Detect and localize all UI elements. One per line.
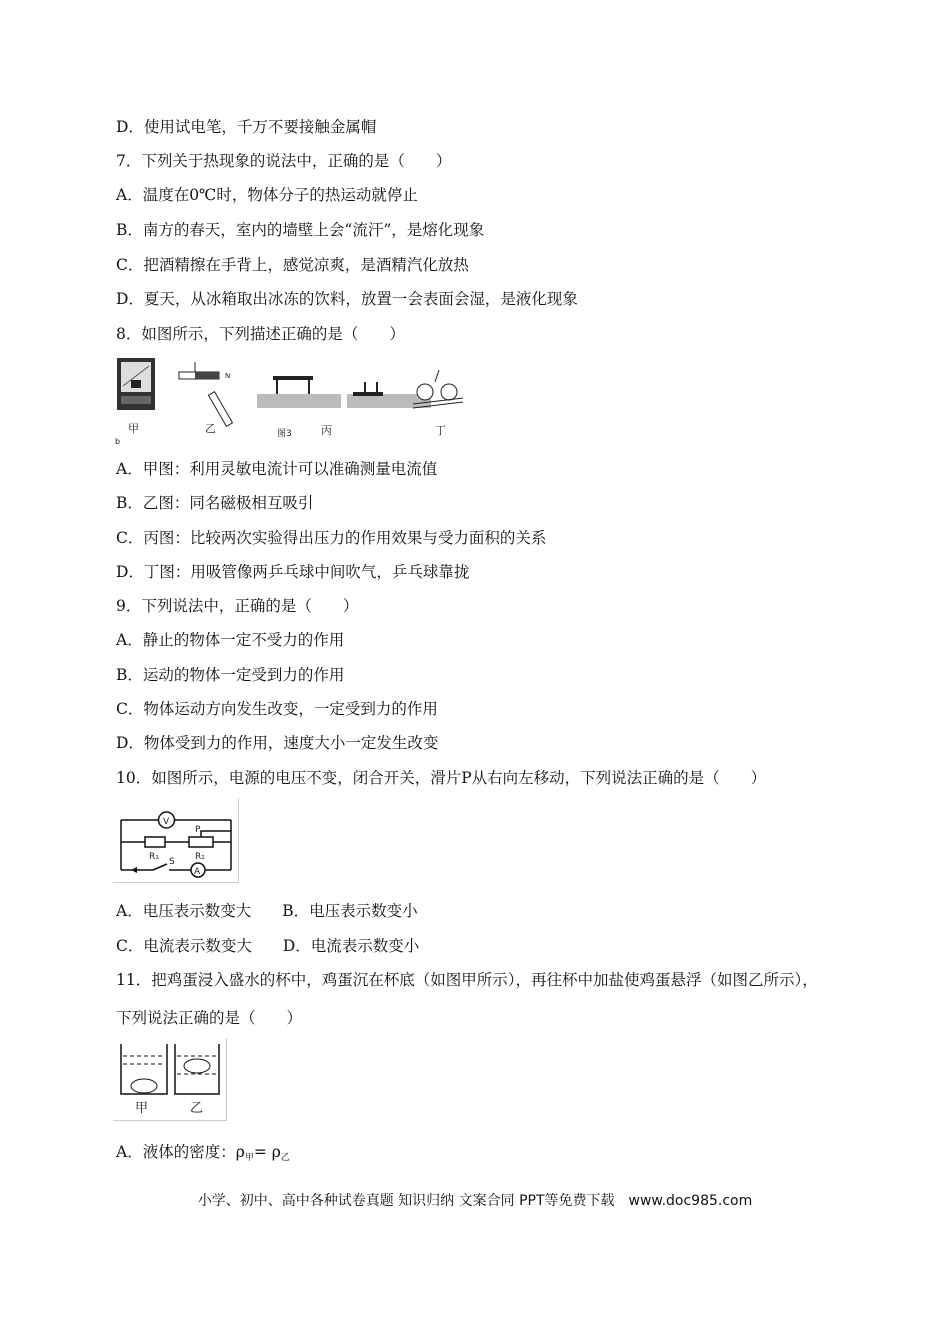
cup-label-jia: 甲 bbox=[135, 1101, 149, 1116]
figure-label-bing: 丙 bbox=[321, 424, 332, 437]
q11-option-a-prefix: A．液体的密度：ρ bbox=[116, 1143, 245, 1161]
figure-q11-cups bbox=[113, 1038, 227, 1121]
figure-q8 bbox=[113, 352, 479, 446]
voltmeter-label: V bbox=[163, 817, 170, 827]
pressure-experiment-image bbox=[257, 376, 431, 408]
figure-label-yi: 乙 bbox=[205, 422, 216, 435]
q9-option-c: C．物体运动方向发生改变，一定受到力的作用 bbox=[116, 700, 438, 718]
q7-option-d: D．夏天，从冰箱取出冰冻的饮料，放置一会表面会湿，是液化现象 bbox=[116, 290, 578, 308]
question-9: 9．下列说法中，正确的是（ ） bbox=[116, 597, 359, 615]
q10-options-cd: C．电流表示数变大 D．电流表示数变小 bbox=[116, 937, 420, 955]
r2-label: R₂ bbox=[195, 852, 205, 862]
question-7: 7．下列关于热现象的说法中，正确的是（ ） bbox=[116, 152, 452, 170]
switch-s-label: S bbox=[169, 857, 175, 867]
q7-option-c: C．把酒精擦在手背上，感觉凉爽，是酒精汽化放热 bbox=[116, 256, 469, 274]
q11-option-a bbox=[116, 1141, 290, 1166]
question-10: 10．如图所示，电源的电压不变，闭合开关，滑片P从右向左移动，下列说法正确的是（ ） bbox=[116, 769, 767, 787]
slider-p-label: P bbox=[195, 825, 201, 835]
question-11-line1: 11．把鸡蛋浸入盛水的杯中，鸡蛋沉在杯底（如图甲所示），再往杯中加盐使鸡蛋悬浮（如图乙所示）， bbox=[116, 971, 818, 989]
figure-label-jia: 甲 bbox=[128, 422, 139, 435]
question-8: 8．如图所示，下列描述正确的是（ ） bbox=[116, 325, 405, 343]
page-footer: 小学、初中、高中各种试卷真题 知识归纳 文案合同 PPT等免费下载 www.doc985.com bbox=[197, 1193, 753, 1209]
galvanometer-image bbox=[117, 358, 155, 410]
figure-caption: 图3 bbox=[277, 429, 292, 439]
q6-option-d: D．使用试电笔，千万不要接触金属帽 bbox=[116, 118, 377, 136]
density-subscript-jia: 甲 bbox=[244, 1153, 254, 1163]
magnets-image bbox=[179, 362, 233, 426]
figure-corner-mark: b bbox=[115, 437, 121, 446]
q8-option-b: B．乙图：同名磁极相互吸引 bbox=[116, 494, 314, 512]
q8-option-a: A．甲图：利用灵敏电流计可以准确测量电流值 bbox=[116, 460, 438, 478]
q9-option-b: B．运动的物体一定受到力的作用 bbox=[116, 666, 345, 684]
magnet-n-label: N bbox=[225, 372, 231, 380]
q9-option-a: A．静止的物体一定不受力的作用 bbox=[116, 631, 345, 649]
figure-label-ding: 丁 bbox=[435, 424, 446, 437]
q9-option-d: D．物体受到力的作用，速度大小一定发生改变 bbox=[116, 734, 439, 752]
q11-option-a-mid: = ρ bbox=[253, 1143, 281, 1161]
q7-option-a: A．温度在0℃时，物体分子的热运动就停止 bbox=[116, 186, 418, 204]
q7-option-b: B．南方的春天，室内的墙壁上会“流汗”，是熔化现象 bbox=[116, 221, 485, 239]
q8-option-c: C．丙图：比较两次实验得出压力的作用效果与受力面积的关系 bbox=[116, 529, 547, 547]
q10-options-ab: A．电压表示数变大 B．电压表示数变小 bbox=[116, 902, 418, 920]
question-11-line2: 下列说法正确的是（ ） bbox=[116, 1009, 303, 1027]
q8-option-d: D．丁图：用吸管像两乒乓球中间吹气，乒乓球靠拢 bbox=[116, 563, 470, 581]
cup-label-yi: 乙 bbox=[190, 1101, 204, 1116]
r1-label: R₁ bbox=[149, 852, 159, 862]
figure-q10-circuit bbox=[113, 798, 239, 883]
density-subscript-yi: 乙 bbox=[280, 1153, 290, 1163]
ammeter-label: A bbox=[194, 867, 201, 877]
